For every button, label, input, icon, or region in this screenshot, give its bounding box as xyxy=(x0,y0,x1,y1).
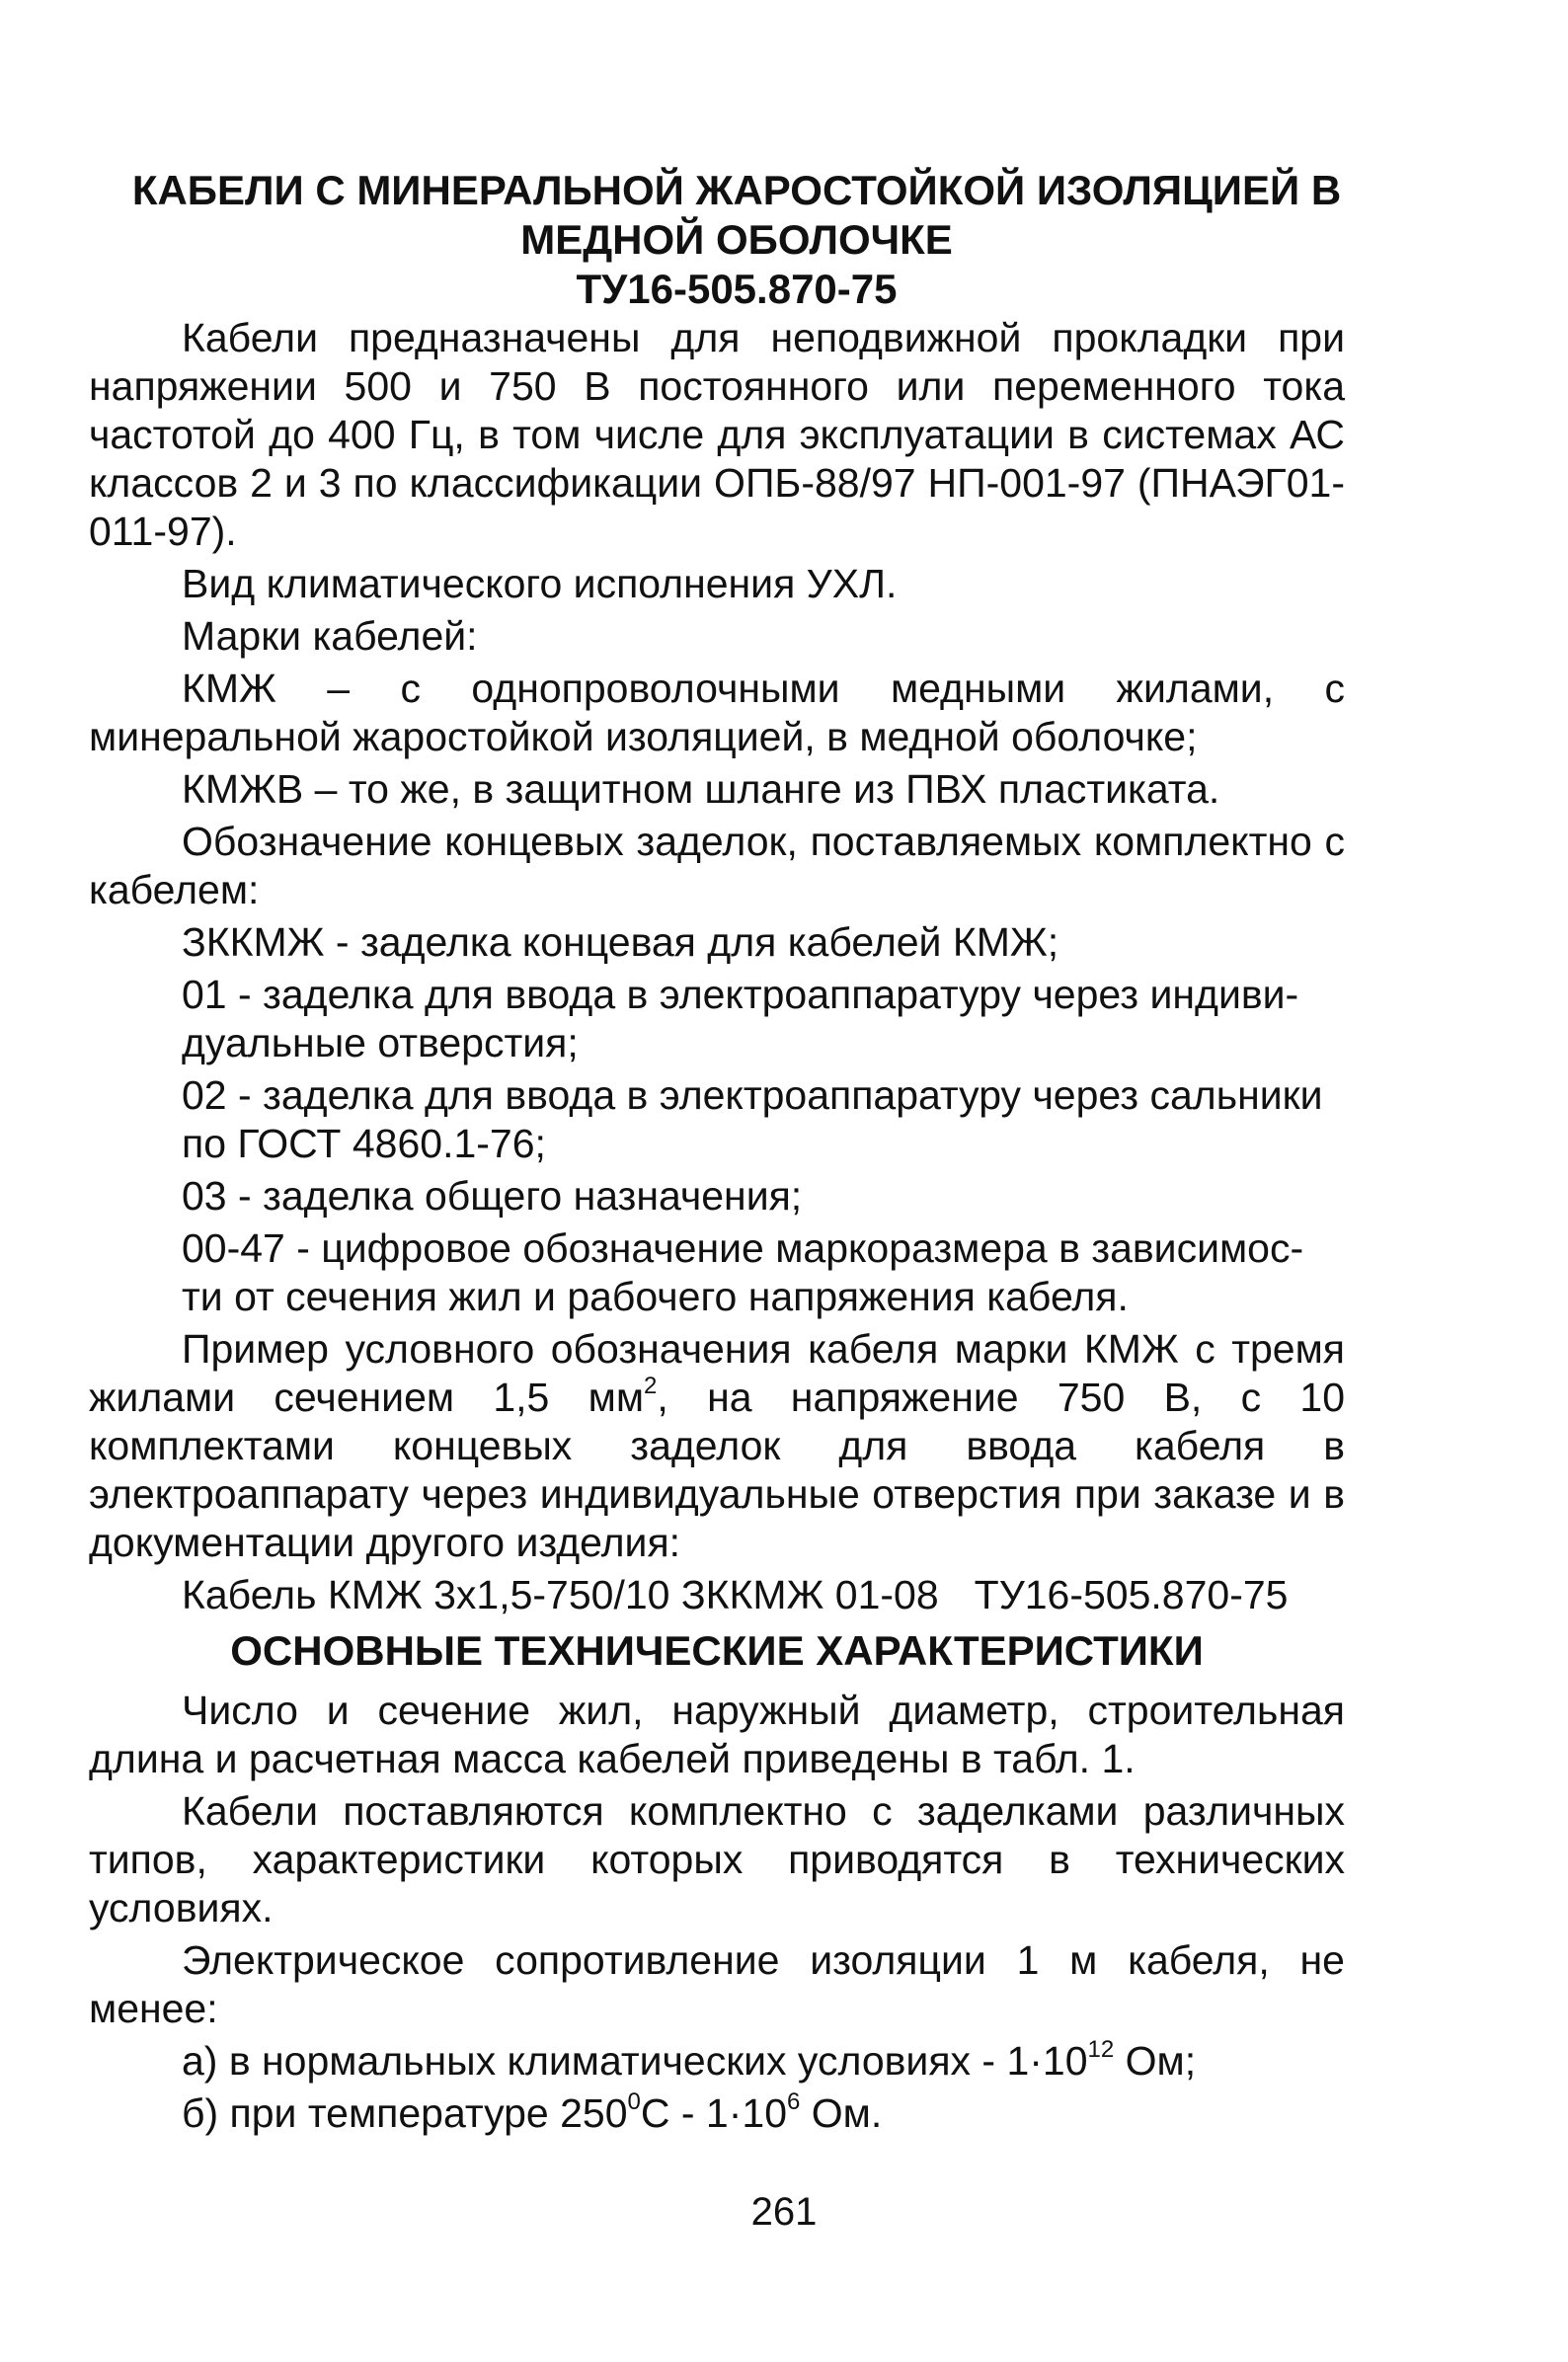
resistance-a-exponent: 12 xyxy=(1087,2036,1115,2063)
termination-item-tail: ти от сечения жил и рабочего напряжения кабеля. xyxy=(182,1274,1129,1319)
example-designation xyxy=(89,1571,1345,1619)
termination-item-tail: по ГОСТ 4860.1-76; xyxy=(182,1121,546,1166)
terminations-list xyxy=(89,918,1345,1321)
title-line-1: КАБЕЛИ С МИНЕРАЛЬНОЙ ЖАРОСТОЙКОЙ ИЗОЛЯЦИЕЙ В xyxy=(131,167,1342,213)
page-number: 261 xyxy=(750,2190,818,2234)
brand-kmzh-paragraph: КМЖ – с однопроволочными медными жилами, с минеральной жаростойкой изоляцией, в медной оболочке; xyxy=(89,666,1345,759)
example-superscript: 2 xyxy=(644,1373,658,1399)
climate-paragraph: Вид климатического исполнения УХЛ. xyxy=(182,561,898,606)
example-text-part2: , на напряжение 750 В, с 10 комплектами концевых заделок для ввода кабеля в электроаппарату через индивидуальные отверстия при заказе и в документации другого изделия: xyxy=(89,1375,1345,1565)
termination-item xyxy=(89,971,1345,1067)
terminations-label: Обозначение концевых заделок, поставляемых комплектно с кабелем: xyxy=(89,819,1345,912)
brand-kmzhv-paragraph: КМЖВ – то же, в защитном шланге из ПВХ пластиката. xyxy=(182,766,1220,812)
termination-item xyxy=(89,918,1345,967)
termination-item-tail: дуальные отверстия; xyxy=(182,1020,579,1065)
characteristics-paragraph-2: Кабели поставляются комплектно с заделками различных типов, характеристики которых приводятся в технических условиях. xyxy=(89,1788,1345,1930)
termination-item-head: 00-47 - цифровое обозначение маркоразмера в зависимос- xyxy=(182,1225,1304,1271)
title-spec-number: ТУ16-505.870-75 xyxy=(576,266,898,312)
example-spec-code: ТУ16-505.870-75 xyxy=(974,1572,1289,1617)
example-text-part1: Пример условного обозначения кабеля марки КМЖ с тремя жилами сечением 1,5 мм xyxy=(89,1326,1345,1420)
termination-item xyxy=(89,1224,1345,1321)
termination-item-head: ЗККМЖ - заделка концевая для кабелей КМЖ; xyxy=(182,919,1059,965)
termination-item-head: 01 - заделка для ввода в электроаппаратуру через индиви- xyxy=(182,972,1299,1017)
termination-item xyxy=(89,1071,1345,1168)
brands-label: Марки кабелей: xyxy=(182,613,478,659)
characteristics-paragraph-1: Число и сечение жил, наружный диаметр, строительная длина и расчетная масса кабелей приведены в табл. 1. xyxy=(89,1688,1345,1781)
intro-paragraph: Кабели предназначены для неподвижной прокладки при напряжении 500 и 750 В постоянного или переменного тока частотой до 400 Гц, в том числе для эксплуатации в системах АС классов 2 и 3 по классификации ОПБ-88/97 НП-001-97 (ПНАЭГ01-011-97). xyxy=(89,315,1345,554)
termination-item-head: 02 - заделка для ввода в электроаппаратуру через сальники xyxy=(182,1072,1323,1118)
resistance-b-exponent: 6 xyxy=(787,2088,801,2115)
section-title: ОСНОВНЫЕ ТЕХНИЧЕСКИЕ ХАРАКТЕРИСТИКИ xyxy=(230,1627,1204,1674)
resistance-item-b: б) при температуре $250^0С - 1\cdot 10^6$ Ом. xyxy=(182,2088,883,2136)
example-paragraph xyxy=(89,1325,1345,1567)
document-title xyxy=(128,166,1345,314)
termination-item xyxy=(89,1172,1345,1220)
example-cable-code: Кабель КМЖ 3х1,5-750/10 ЗККМЖ 01-08 xyxy=(182,1572,939,1617)
resistance-item-a: а) в нормальных климатических условиях - $1\cdot 10^{12}$ Ом; xyxy=(182,2036,1197,2084)
degree-superscript: 0 xyxy=(627,2088,641,2115)
title-line-2: МЕДНОЙ ОБОЛОЧКЕ xyxy=(520,216,953,263)
termination-item-head: 03 - заделка общего назначения; xyxy=(182,1173,803,1219)
characteristics-paragraph-3: Электрическое сопротивление изоляции 1 м кабеля, не менее: xyxy=(89,1937,1345,2031)
